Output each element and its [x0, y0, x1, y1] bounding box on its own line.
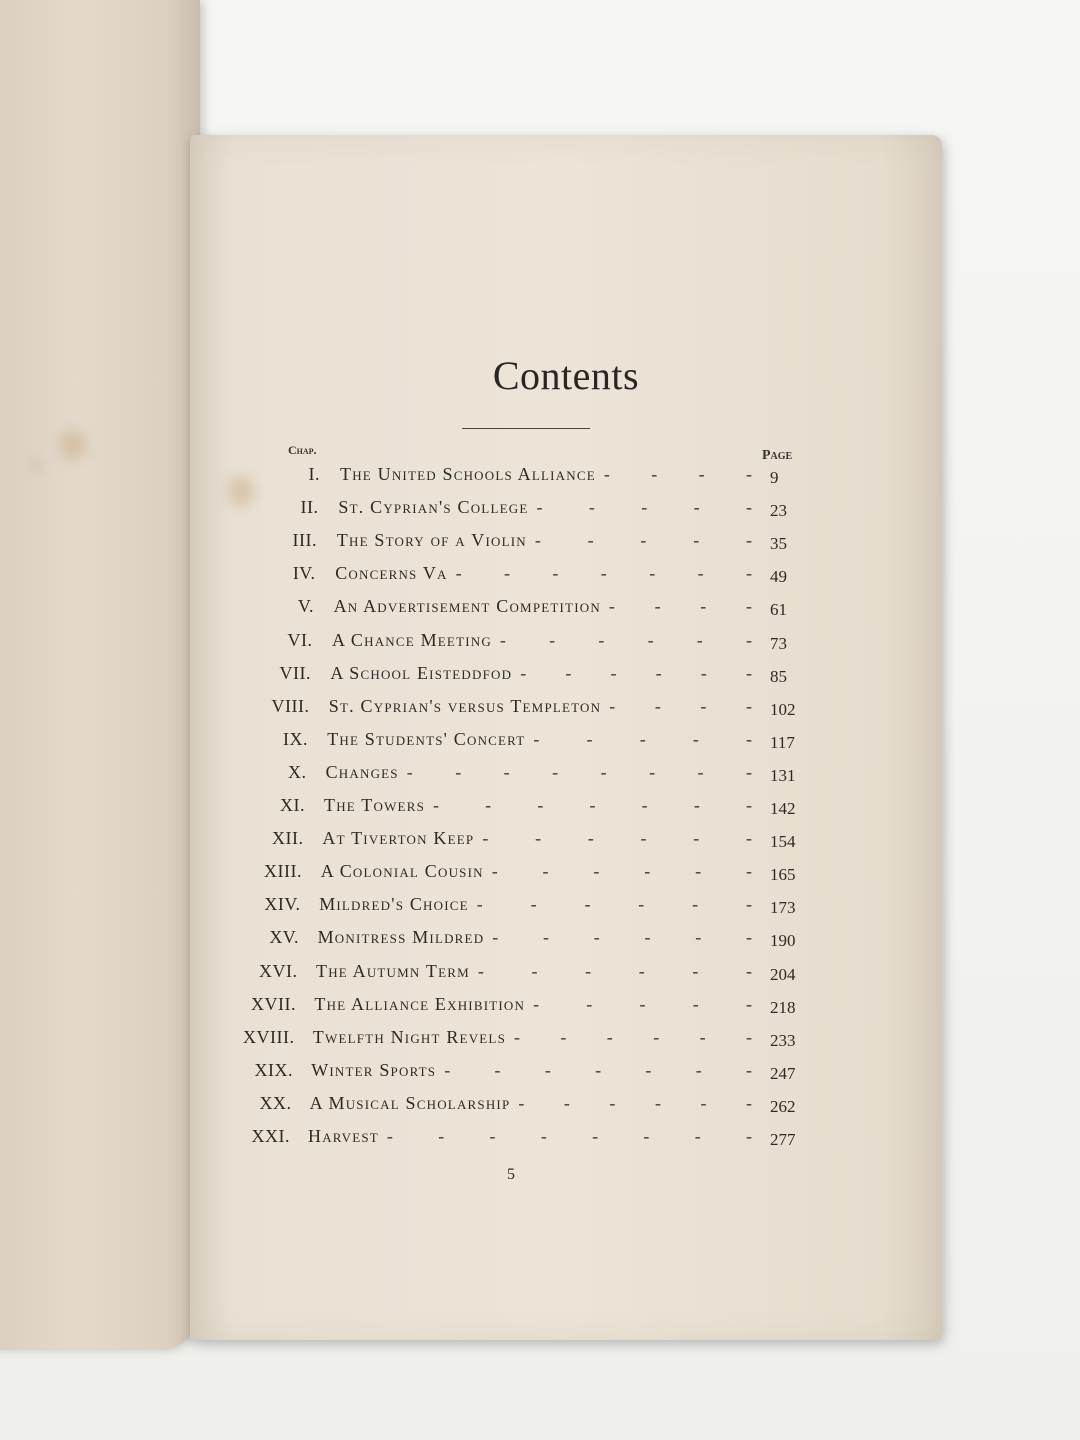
dot-leader: - - - - - - [520, 662, 752, 683]
page-header: Page [762, 448, 793, 463]
chapter-title: Mildred's Choice [319, 894, 469, 915]
dot-leader: - - - - - - - [455, 563, 752, 584]
chapter-title: A Colonial Cousin [320, 861, 484, 882]
chapter-page: 131 [770, 765, 796, 785]
chapter-title: A School Eisteddfod [330, 662, 513, 683]
dot-leader: - - - - - - [477, 960, 752, 981]
chapter-number: III. [292, 530, 317, 551]
dot-leader: - - - - [609, 695, 752, 716]
chapter-title: The Alliance Exhibition [314, 993, 526, 1014]
toc-row [0, 464, 1080, 488]
dot-leader: - - - - - - [491, 861, 752, 882]
chapter-number: XV. [269, 927, 299, 948]
chapter-number: XVI. [259, 960, 298, 981]
toc-row [0, 497, 1080, 521]
dot-leader: - - - - - [536, 497, 752, 518]
chapter-page: 73 [770, 633, 787, 653]
dot-leader: - - - - - - [499, 629, 752, 650]
toc-row [0, 729, 1080, 753]
chap-header: Chap. [288, 443, 317, 457]
chapter-title: The Story of a Violin [336, 530, 527, 551]
chapter-title: Concerns Va [335, 563, 448, 584]
toc-row [0, 961, 1080, 985]
chapter-page: 85 [770, 666, 787, 686]
chapter-title: The Autumn Term [316, 960, 470, 981]
chapter-page: 233 [770, 1030, 796, 1050]
stain-mark [60, 430, 86, 460]
chapter-title: At Tiverton Keep [322, 828, 475, 849]
dot-leader: - - - - - [533, 728, 752, 749]
toc-row [0, 563, 1080, 587]
chapter-page: 247 [770, 1063, 796, 1083]
toc-row [0, 762, 1080, 786]
chapter-number: VI. [287, 629, 313, 650]
toc-row [0, 795, 1080, 819]
chapter-page: 49 [770, 567, 787, 587]
chapter-number: IX. [283, 728, 308, 749]
toc-row [0, 596, 1080, 620]
page-folio: 5 [507, 1166, 515, 1183]
toc-row [0, 1060, 1080, 1084]
dot-leader: - - - - - - [482, 828, 752, 849]
dot-leader: - - - - - - [476, 894, 752, 915]
chapter-number: V. [297, 596, 314, 617]
chapter-page: 35 [770, 534, 787, 554]
page-title: Contents [492, 353, 640, 398]
chapter-title: The United Schools Alliance [340, 464, 596, 484]
chapter-title: An Advertisement Competition [333, 596, 601, 617]
toc-row [0, 1027, 1080, 1051]
dot-leader: - - - - - - - - [386, 1126, 752, 1146]
chapter-number: I. [308, 464, 320, 484]
chapter-page: 102 [770, 699, 796, 719]
chapter-title: Winter Sports [311, 1059, 437, 1080]
chapter-title: Monitress Mildred [317, 927, 485, 948]
chapter-number: XVII. [251, 993, 296, 1014]
chapter-title: A Chance Meeting [332, 629, 492, 650]
chapter-number: XIV. [264, 894, 301, 915]
toc-row [0, 530, 1080, 554]
dot-leader: - - - - - - [514, 1026, 752, 1047]
dot-leader: - - - - - - - [433, 795, 752, 815]
toc-row [0, 696, 1080, 720]
toc-row [0, 927, 1080, 951]
chapter-title: A Musical Scholarship [309, 1092, 511, 1113]
toc-row [0, 861, 1080, 885]
chapter-title: St. Cyprian's College [338, 497, 529, 518]
chapter-page: 277 [770, 1130, 796, 1149]
dot-leader: - - - - - - - [444, 1059, 752, 1080]
chapter-number: XIX. [254, 1059, 293, 1080]
chapter-page: 173 [770, 898, 796, 918]
chapter-page: 262 [770, 1096, 796, 1116]
chapter-page: 117 [770, 732, 795, 752]
chapter-page: 61 [770, 600, 787, 620]
dot-leader: - - - - - - [518, 1092, 752, 1113]
toc-row [0, 994, 1080, 1018]
chapter-page: 190 [770, 931, 796, 951]
chapter-title: Changes [325, 761, 399, 782]
dot-leader: - - - - - - [492, 927, 752, 948]
chapter-page: 218 [770, 997, 796, 1017]
dot-leader: - - - - - [533, 993, 752, 1014]
chapter-number: XI. [280, 795, 305, 815]
chapter-title: Twelfth Night Revels [312, 1026, 506, 1047]
chapter-number: VIII. [271, 695, 310, 716]
chapter-page: 204 [770, 964, 796, 984]
chapter-number: II. [300, 497, 319, 518]
chapter-page: 9 [770, 468, 779, 487]
chapter-number: XXI. [251, 1126, 290, 1146]
chapter-page: 154 [770, 832, 796, 852]
toc-row [0, 1093, 1080, 1117]
chapter-number: XVIII. [243, 1026, 295, 1047]
chapter-number: IV. [292, 563, 316, 584]
chapter-number: X. [288, 761, 307, 782]
dot-leader: - - - - [603, 464, 752, 484]
chapter-page: 165 [770, 865, 796, 885]
chapter-title: The Towers [324, 795, 425, 815]
chapter-page: 23 [770, 501, 787, 521]
chapter-number: XII. [272, 828, 304, 849]
chapter-page: 142 [770, 799, 796, 818]
title-rule [462, 428, 590, 429]
toc-row [0, 1126, 1080, 1150]
chapter-title: St. Cyprian's versus Templeton [328, 695, 602, 716]
toc-row [0, 663, 1080, 687]
chapter-number: VII. [279, 662, 311, 683]
chapter-title: The Students' Concert [327, 728, 526, 749]
dot-leader: - - - - [608, 596, 752, 617]
toc-row [0, 828, 1080, 852]
chapter-title: Harvest [308, 1126, 379, 1146]
toc-row [0, 894, 1080, 918]
dot-leader: - - - - - - - - [406, 761, 752, 782]
chapter-number: XX. [259, 1092, 292, 1113]
chapter-number: XIII. [264, 861, 302, 882]
dot-leader: - - - - - [534, 530, 752, 551]
toc-row [0, 630, 1080, 654]
